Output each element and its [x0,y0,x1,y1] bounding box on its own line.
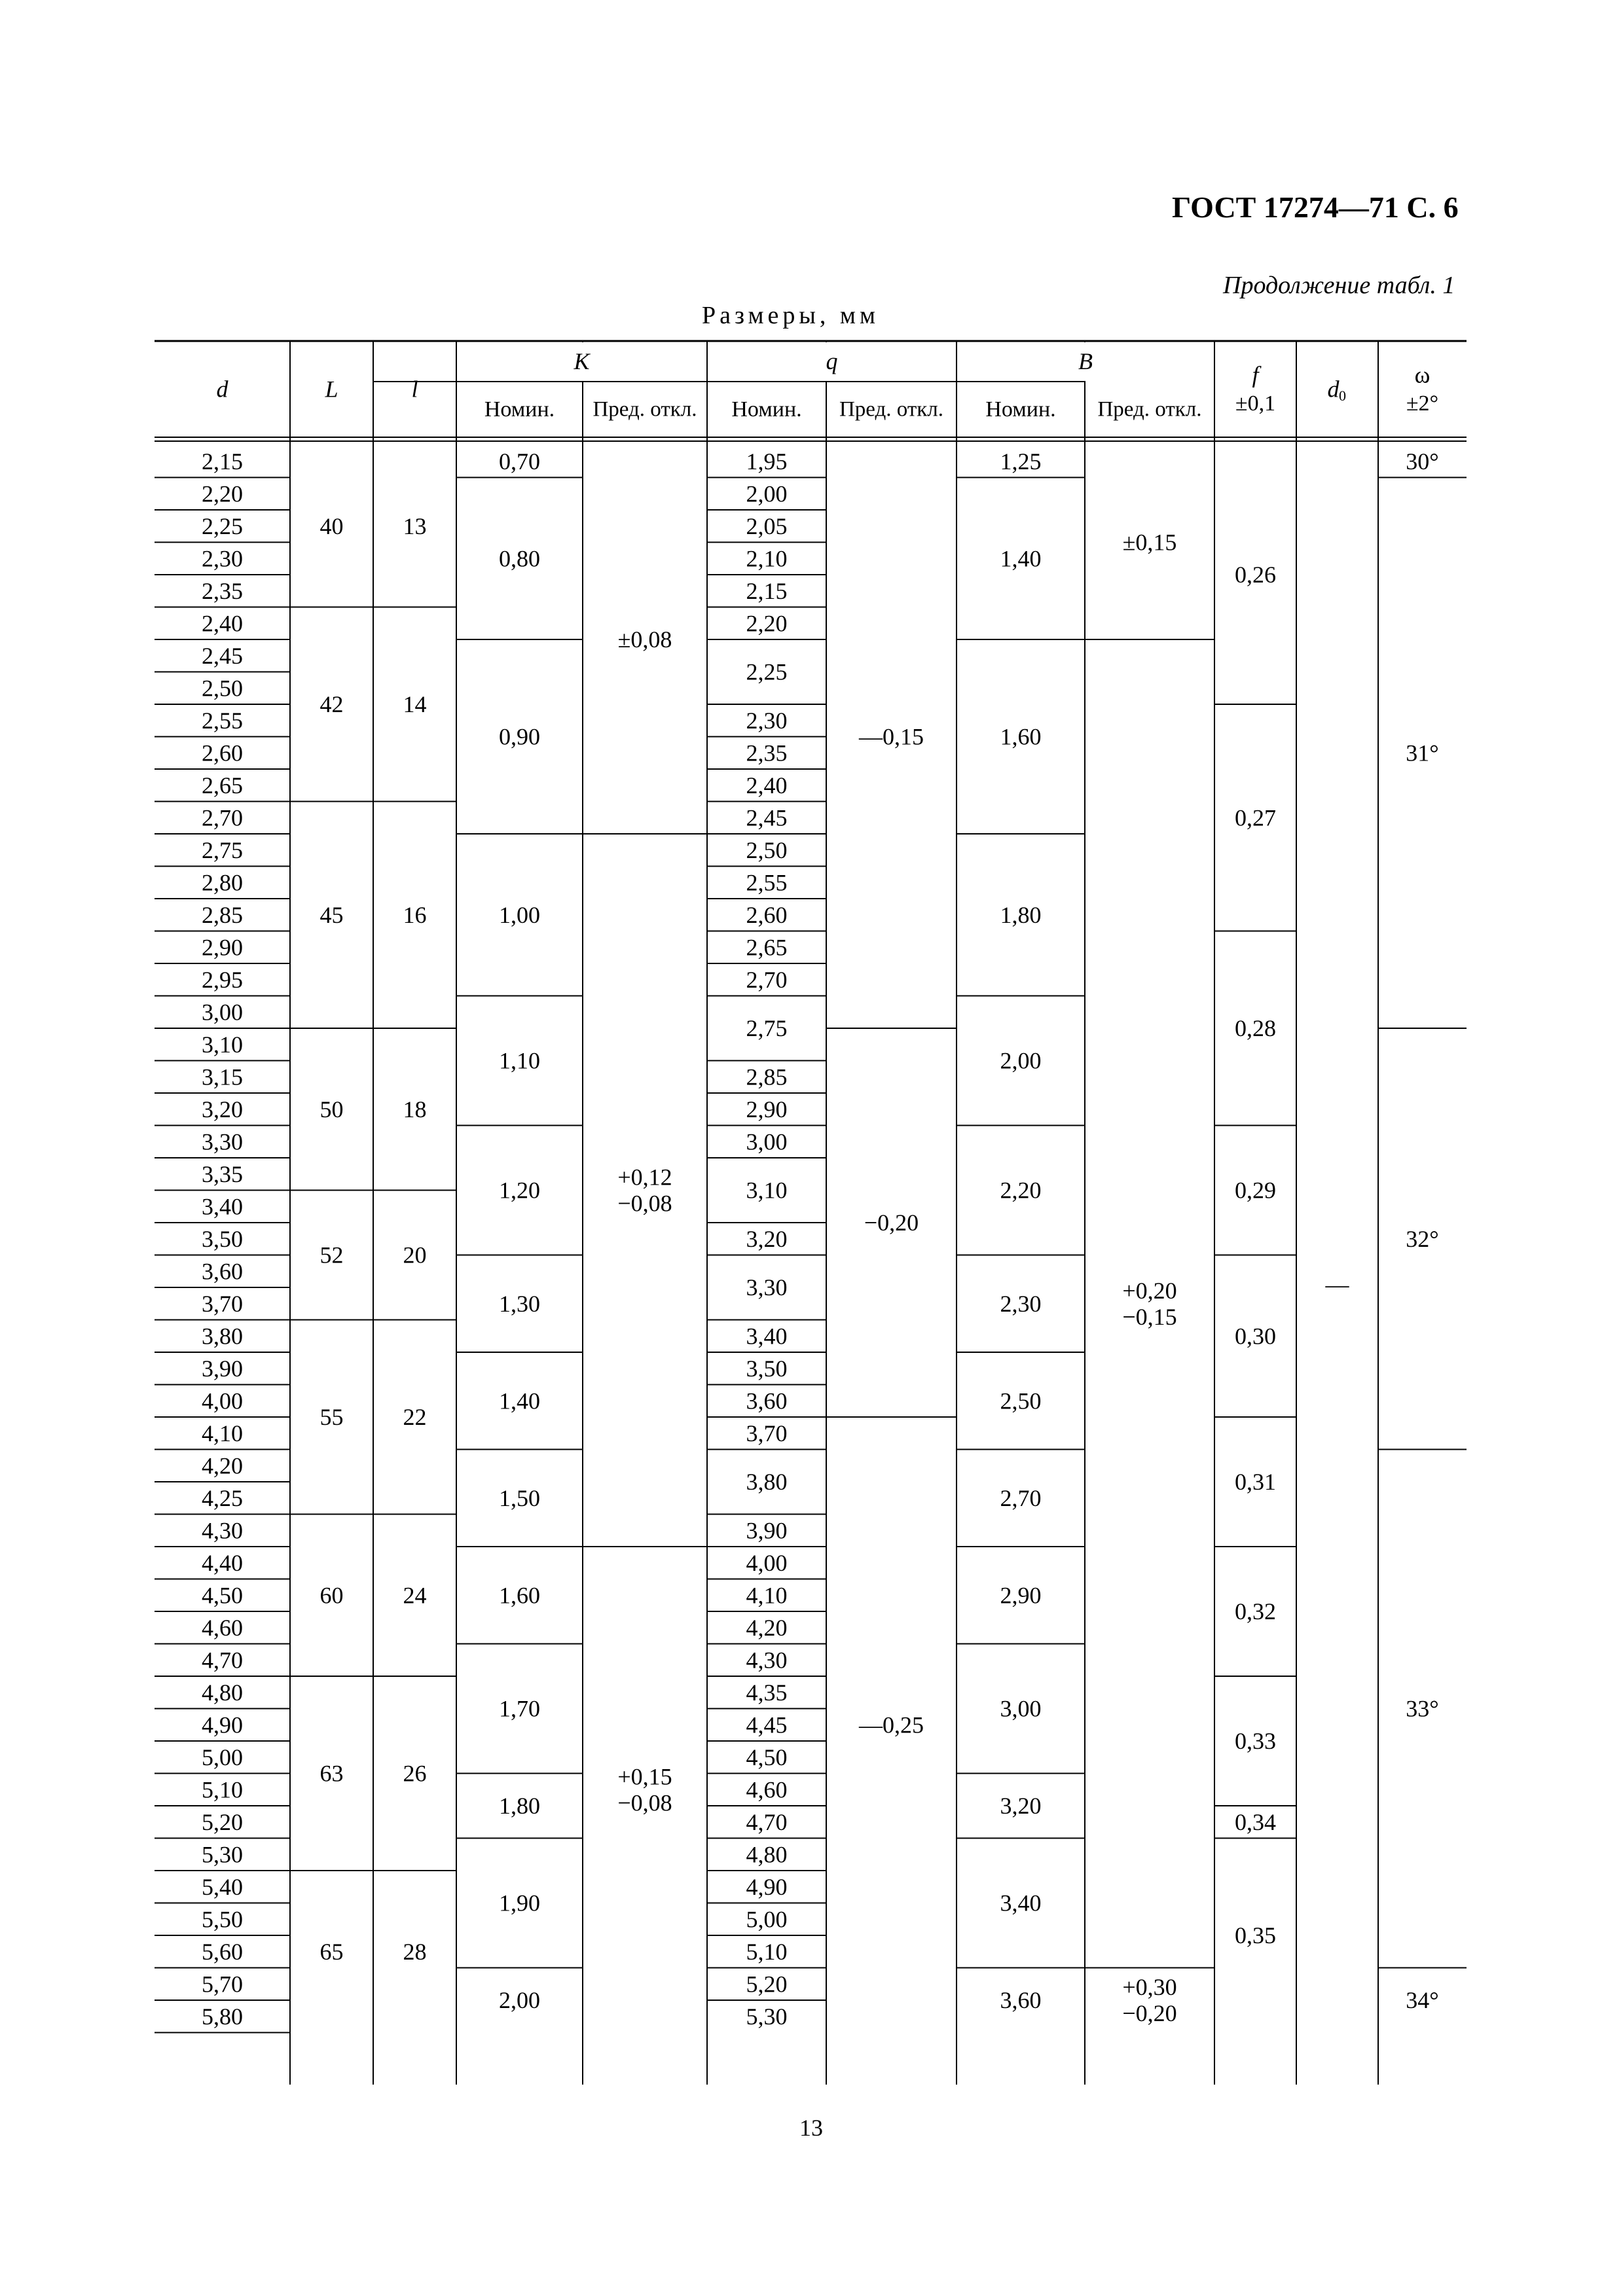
cell-B-nominal: 3,40 [1000,1890,1042,1916]
cell-B-nominal: 3,60 [1000,1987,1042,2013]
cell-d0: — [1325,1271,1349,1298]
cell-l: 28 [403,1938,427,1965]
cell-q-tolerance: —0,25 [859,1712,924,1738]
cell-L: 42 [319,691,344,717]
cell-d: 2,75 [202,836,243,863]
header-d: d [216,376,228,403]
cell-K-nominal: 1,60 [499,1582,540,1609]
cell-K-nominal: 1,80 [499,1793,540,1819]
cell-d: 4,10 [202,1420,243,1446]
cell-d: 3,60 [202,1258,243,1285]
cell-d: 4,60 [202,1614,243,1641]
cell-q-nominal: 2,85 [746,1064,788,1090]
cell-d: 2,40 [202,610,243,637]
header-nominal: Номин. [985,397,1056,422]
cell-q-nominal: 3,60 [746,1388,788,1414]
cell-d: 4,50 [202,1582,243,1609]
cell-d: 4,40 [202,1549,243,1576]
cell-f: 0,35 [1235,1922,1276,1948]
cell-K-nominal: 0,80 [499,545,540,572]
cell-d: 3,30 [202,1128,243,1155]
cell-B-nominal: 2,30 [1000,1290,1042,1317]
header-f-tolerance: ±0,1 [1235,391,1276,416]
cell-K-nominal: 1,00 [499,901,540,928]
cell-d: 2,35 [202,577,243,604]
header-q: q [826,348,838,374]
cell-d: 4,20 [202,1452,243,1479]
cell-d: 2,25 [202,512,243,539]
cell-l: 13 [403,512,427,539]
cell-B-nominal: 2,50 [1000,1388,1042,1414]
cell-q-nominal: 2,40 [746,772,788,798]
cell-d: 2,15 [202,448,243,475]
cell-d: 2,60 [202,740,243,766]
cell-f: 0,30 [1235,1323,1276,1350]
table-header [217,348,1439,422]
cell-q-nominal: 5,30 [746,2003,788,2030]
cell-q-nominal: 2,55 [746,869,788,896]
cell-d: 3,20 [202,1096,243,1122]
cell-K-tolerance: ±0,08 [617,626,672,653]
cell-d: 5,60 [202,1938,243,1965]
cell-B-nominal: 3,00 [1000,1695,1042,1722]
cell-q-nominal: 4,30 [746,1647,788,1674]
cell-q-tolerance: −0,20 [864,1210,919,1236]
cell-d: 3,00 [202,999,243,1026]
header-tolerance: Пред. откл. [1097,397,1202,422]
cell-B-tolerance: −0,20 [1122,2000,1177,2026]
cell-d: 4,70 [202,1647,243,1674]
cell-omega: 31° [1406,740,1439,766]
cell-q-nominal: 3,10 [746,1177,788,1204]
cell-K-nominal: 1,70 [499,1695,540,1722]
cell-d: 2,30 [202,545,243,572]
cell-K-nominal: 2,00 [499,1987,540,2013]
cell-d: 2,70 [202,804,243,831]
cell-l: 14 [403,691,427,717]
header-omega: ω [1414,361,1431,388]
cell-q-nominal: 5,00 [746,1906,788,1933]
cell-B-tolerance: −0,15 [1122,1303,1177,1330]
cell-f: 0,26 [1235,562,1276,588]
header-l: l [411,376,418,403]
cell-l: 22 [403,1404,427,1430]
cell-d: 2,90 [202,934,243,961]
cell-l: 18 [403,1096,427,1122]
cell-q-nominal: 3,80 [746,1469,788,1495]
cell-q-nominal: 2,30 [746,707,788,734]
cell-q-nominal: 3,90 [746,1517,788,1544]
cell-B-nominal: 1,60 [1000,723,1042,750]
cell-d: 5,10 [202,1776,243,1803]
header-f: f [1252,361,1259,388]
cell-q-nominal: 2,90 [746,1096,788,1122]
cell-K-nominal: 1,40 [499,1388,540,1414]
cell-q-nominal: 2,05 [746,512,788,539]
cell-q-nominal: 4,60 [746,1776,788,1803]
document-reference: ГОСТ 17274—71 С. 6 [1172,190,1459,224]
cell-d: 5,50 [202,1906,243,1933]
cell-q-nominal: 2,65 [746,934,788,961]
cell-L: 65 [319,1938,344,1965]
header-nominal: Номин. [731,397,802,422]
cell-l: 16 [403,901,427,928]
cell-q-nominal: 4,35 [746,1679,788,1706]
cell-d: 3,35 [202,1160,243,1187]
cell-d: 4,25 [202,1484,243,1511]
cell-q-nominal: 4,70 [746,1808,788,1835]
cell-f: 0,34 [1235,1808,1276,1835]
cell-B-tolerance: +0,30 [1122,1974,1177,2000]
header-d0-subscript: 0 [1339,387,1346,404]
cell-K-nominal: 0,70 [499,448,540,475]
cell-f: 0,28 [1235,1015,1276,1041]
cell-B-nominal: 2,00 [1000,1047,1042,1074]
cell-q-nominal: 2,25 [746,658,788,685]
cell-f: 0,31 [1235,1469,1276,1495]
cell-d: 2,95 [202,966,243,993]
cell-q-nominal: 2,20 [746,610,788,637]
header-K: K [574,348,590,374]
cell-K-nominal: 0,90 [499,723,540,750]
cell-omega: 30° [1406,448,1439,475]
cell-d: 3,10 [202,1031,243,1058]
cell-l: 26 [403,1760,427,1787]
cell-K-nominal: 1,50 [499,1484,540,1511]
cell-q-nominal: 5,20 [746,1971,788,1998]
cell-d: 2,85 [202,901,243,928]
cell-K-nominal: 1,10 [499,1047,540,1074]
cell-q-nominal: 2,00 [746,480,788,507]
cell-L: 63 [319,1760,344,1787]
cell-q-nominal: 2,35 [746,740,788,766]
cell-q-nominal: 4,10 [746,1582,788,1609]
cell-q-nominal: 2,70 [746,966,788,993]
cell-q-nominal: 4,50 [746,1744,788,1770]
cell-l: 24 [403,1582,427,1609]
cell-d: 2,55 [202,707,243,734]
cell-d: 2,50 [202,675,243,702]
page-number: 13 [799,2115,823,2141]
cell-q-nominal: 5,10 [746,1938,788,1965]
cell-K-nominal: 1,30 [499,1290,540,1317]
cell-L: 60 [319,1582,344,1609]
cell-q-nominal: 2,75 [746,1015,788,1041]
cell-B-tolerance: +0,20 [1122,1277,1177,1304]
cell-d: 5,70 [202,1971,243,1998]
cell-f: 0,27 [1235,804,1276,831]
cell-B-tolerance: ±0,15 [1122,529,1177,556]
cell-q-nominal: 2,45 [746,804,788,831]
cell-K-tolerance: −0,08 [617,1190,672,1217]
cell-B-nominal: 1,25 [1000,448,1042,475]
cell-K-tolerance: +0,15 [617,1763,672,1790]
cell-K-tolerance: +0,12 [617,1164,672,1191]
cell-d: 5,20 [202,1808,243,1835]
table-continuation-note: Продолжение табл. 1 [1223,272,1455,299]
cell-B-nominal: 3,20 [1000,1793,1042,1819]
cell-d: 2,65 [202,772,243,798]
cell-d: 5,30 [202,1841,243,1868]
cell-L: 50 [319,1096,344,1122]
cell-d: 3,80 [202,1323,243,1350]
dimensions-caption: Размеры, мм [702,302,880,329]
header-L: L [325,376,338,403]
cell-d: 3,90 [202,1355,243,1382]
cell-d: 3,50 [202,1225,243,1252]
cell-q-nominal: 4,80 [746,1841,788,1868]
cell-omega: 33° [1406,1695,1439,1722]
cell-B-nominal: 1,40 [1000,545,1042,572]
cell-d: 3,15 [202,1064,243,1090]
cell-q-nominal: 2,10 [746,545,788,572]
cell-K-nominal: 1,20 [499,1177,540,1204]
header-nominal: Номин. [484,397,555,422]
cell-q-nominal: 1,95 [746,448,788,475]
cell-d: 2,20 [202,480,243,507]
header-B: B [1078,348,1093,374]
cell-d: 3,40 [202,1193,243,1220]
cell-l: 20 [403,1242,427,1268]
cell-q-nominal: 4,45 [746,1712,788,1738]
cell-K-nominal: 1,90 [499,1890,540,1916]
cell-f: 0,32 [1235,1598,1276,1624]
cell-q-nominal: 2,15 [746,577,788,604]
cell-L: 40 [319,512,344,539]
cell-q-nominal: 4,20 [746,1614,788,1641]
cell-B-nominal: 2,90 [1000,1582,1042,1609]
cell-L: 55 [319,1404,344,1430]
cell-L: 52 [319,1242,344,1268]
cell-d: 4,80 [202,1679,243,1706]
cell-L: 45 [319,901,344,928]
header-d0: d [1327,376,1340,403]
cell-q-nominal: 2,50 [746,836,788,863]
cell-d: 3,70 [202,1290,243,1317]
cell-q-nominal: 3,20 [746,1225,788,1252]
table-body [202,448,1439,2030]
cell-d: 5,80 [202,2003,243,2030]
cell-f: 0,33 [1235,1728,1276,1754]
cell-B-nominal: 2,20 [1000,1177,1042,1204]
cell-q-nominal: 3,40 [746,1323,788,1350]
cell-d: 5,40 [202,1873,243,1900]
cell-d: 2,80 [202,869,243,896]
cell-q-nominal: 3,30 [746,1274,788,1300]
cell-q-nominal: 3,00 [746,1128,788,1155]
header-tolerance: Пред. откл. [839,397,944,422]
cell-B-nominal: 1,80 [1000,901,1042,928]
cell-omega: 34° [1406,1987,1439,2013]
cell-q-nominal: 4,90 [746,1873,788,1900]
header-omega-tolerance: ±2° [1406,391,1439,416]
cell-q-nominal: 3,50 [746,1355,788,1382]
cell-d: 4,00 [202,1388,243,1414]
cell-d: 4,30 [202,1517,243,1544]
cell-d: 4,90 [202,1712,243,1738]
cell-K-tolerance: −0,08 [617,1789,672,1816]
header-tolerance: Пред. откл. [593,397,697,422]
cell-omega: 32° [1406,1225,1439,1252]
cell-f: 0,29 [1235,1177,1276,1204]
cell-q-tolerance: —0,15 [859,723,924,750]
cell-q-nominal: 2,60 [746,901,788,928]
cell-q-nominal: 3,70 [746,1420,788,1446]
cell-d: 5,00 [202,1744,243,1770]
cell-B-nominal: 2,70 [1000,1484,1042,1511]
cell-d: 2,45 [202,642,243,669]
cell-q-nominal: 4,00 [746,1549,788,1576]
